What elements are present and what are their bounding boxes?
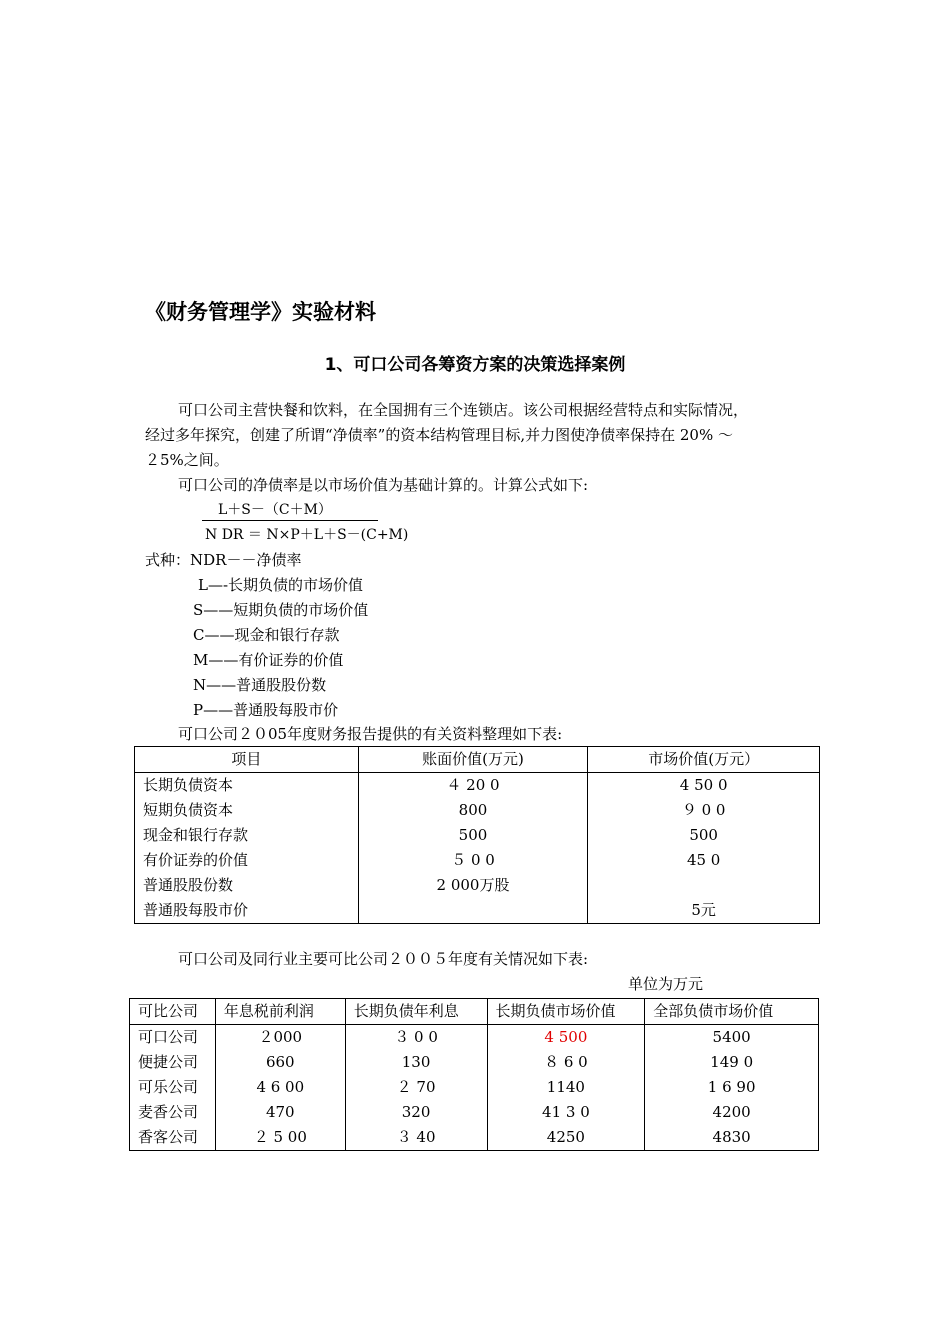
legend-item: M——有价证券的价值 bbox=[193, 651, 344, 669]
document-title: 《财务管理学》实验材料 bbox=[145, 300, 376, 324]
legend-item: N——普通股股份数 bbox=[193, 676, 327, 694]
table-row bbox=[135, 823, 820, 848]
financial-report-table bbox=[134, 746, 820, 924]
table-header-cell: 全部负债市场价值 bbox=[645, 999, 819, 1025]
paragraph-line: ２5%之间。 bbox=[145, 451, 229, 469]
formula-numerator: L＋S－（C＋M） bbox=[202, 500, 378, 521]
table-cell: 有价证券的价值 bbox=[135, 848, 359, 873]
table-cell: 普通股股份数 bbox=[135, 873, 359, 898]
legend-item: C——现金和银行存款 bbox=[193, 626, 340, 644]
table2-intro: 可口公司及同行业主要可比公司２００５年度有关情况如下表: bbox=[178, 950, 589, 968]
table-cell: ３ 40 bbox=[345, 1125, 487, 1151]
unit-note: 单位为万元 bbox=[628, 975, 704, 993]
table-cell: 130 bbox=[345, 1050, 487, 1075]
table-cell: 470 bbox=[215, 1100, 345, 1125]
table-cell: 可口公司 bbox=[130, 1025, 216, 1051]
table-cell: 香客公司 bbox=[130, 1125, 216, 1151]
table-row bbox=[130, 1075, 819, 1100]
paragraph-line: 可口公司的净债率是以市场价值为基础计算的。计算公式如下: bbox=[178, 476, 589, 494]
table-row bbox=[135, 848, 820, 873]
legend-intro: 式种：NDR－－净债率 bbox=[145, 551, 302, 569]
table-cell: 现金和银行存款 bbox=[135, 823, 359, 848]
table-cell: 1140 bbox=[487, 1075, 645, 1100]
table-header-cell: 年息税前利润 bbox=[215, 999, 345, 1025]
table-cell: ５ 0 0 bbox=[358, 848, 588, 873]
table-cell: 500 bbox=[588, 823, 820, 848]
table-header-cell: 长期负债年利息 bbox=[345, 999, 487, 1025]
table-row bbox=[135, 873, 820, 898]
table-cell: 4 50 0 bbox=[588, 773, 820, 799]
table-cell: 660 bbox=[215, 1050, 345, 1075]
paragraph-line: 经过多年探究，创建了所谓“净债率”的资本结构管理目标,并力图使净债率保持在 20% ～ bbox=[145, 426, 733, 444]
table-cell: 便捷公司 bbox=[130, 1050, 216, 1075]
table-header-cell: 长期负债市场价值 bbox=[487, 999, 645, 1025]
table-cell: 短期负债资本 bbox=[135, 798, 359, 823]
table-row bbox=[130, 1100, 819, 1125]
legend-item: S——短期负债的市场价值 bbox=[193, 601, 369, 619]
table-cell-highlighted: 4 500 bbox=[487, 1025, 645, 1051]
table-cell: 45 0 bbox=[588, 848, 820, 873]
table-cell: 2 000万股 bbox=[358, 873, 588, 898]
comparable-companies-table bbox=[129, 998, 819, 1151]
table-header-cell: 市场价值(万元） bbox=[588, 747, 820, 773]
table-cell: ８ 6 0 bbox=[487, 1050, 645, 1075]
table-cell: 500 bbox=[358, 823, 588, 848]
table-cell bbox=[588, 873, 820, 898]
table-row bbox=[135, 898, 820, 924]
legend-item: L—-长期负债的市场价值 bbox=[198, 576, 364, 594]
table-cell: 4250 bbox=[487, 1125, 645, 1151]
table-cell: 4 6 00 bbox=[215, 1075, 345, 1100]
table-header-row bbox=[135, 747, 820, 773]
legend-item: P——普通股每股市价 bbox=[193, 701, 339, 719]
table-cell: 麦香公司 bbox=[130, 1100, 216, 1125]
table-row bbox=[130, 1025, 819, 1051]
table-cell: 149 0 bbox=[645, 1050, 819, 1075]
table-cell: ９ 0 0 bbox=[588, 798, 820, 823]
table-cell: ３ 0 0 bbox=[345, 1025, 487, 1051]
table-cell: 长期负债资本 bbox=[135, 773, 359, 799]
paragraph-line: 可口公司主营快餐和饮料，在全国拥有三个连锁店。该公司根据经营特点和实际情况， bbox=[178, 401, 749, 419]
table-cell: ２ 70 bbox=[345, 1075, 487, 1100]
table-cell: 320 bbox=[345, 1100, 487, 1125]
table-cell: 可乐公司 bbox=[130, 1075, 216, 1100]
table-header-cell: 项目 bbox=[135, 747, 359, 773]
table-cell: 1 6 90 bbox=[645, 1075, 819, 1100]
table-cell bbox=[358, 898, 588, 924]
table-cell: ２000 bbox=[215, 1025, 345, 1051]
table-cell: 800 bbox=[358, 798, 588, 823]
table-cell: 5元 bbox=[588, 898, 820, 924]
table-cell: 41 3 0 bbox=[487, 1100, 645, 1125]
table-row bbox=[135, 773, 820, 799]
table-header-cell: 账面价值(万元) bbox=[358, 747, 588, 773]
table-row bbox=[130, 1125, 819, 1151]
table-cell: 普通股每股市价 bbox=[135, 898, 359, 924]
table-cell: ２ 5 00 bbox=[215, 1125, 345, 1151]
table-cell: 4200 bbox=[645, 1100, 819, 1125]
table-header-row bbox=[130, 999, 819, 1025]
table-row bbox=[135, 798, 820, 823]
table1-intro: 可口公司２０05年度财务报告提供的有关资料整理如下表: bbox=[178, 725, 563, 743]
table-header-cell: 可比公司 bbox=[130, 999, 216, 1025]
table-cell: 4830 bbox=[645, 1125, 819, 1151]
case-subtitle: 1、可口公司各筹资方案的决策选择案例 bbox=[324, 355, 626, 375]
table-cell: ４ 20 0 bbox=[358, 773, 588, 799]
table-row bbox=[130, 1050, 819, 1075]
table-cell: 5400 bbox=[645, 1025, 819, 1051]
formula-equation: N DR ＝ N×P＋L＋S－(C+M) bbox=[205, 527, 409, 543]
